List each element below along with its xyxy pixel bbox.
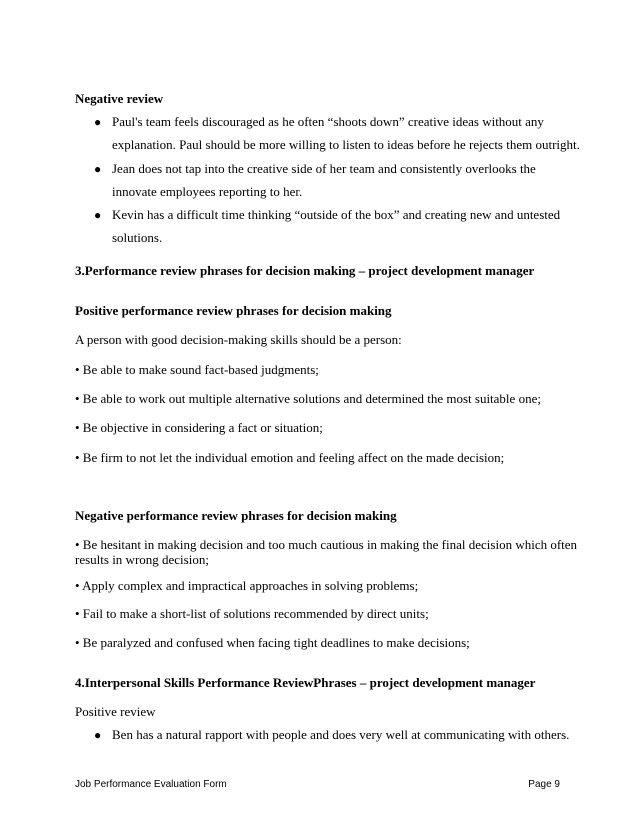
positive-decision-item-1: • Be able to make sound fact-based judgments; <box>75 362 319 377</box>
negative-review-bullet-2-line-2: innovate employees reporting to her. <box>112 184 303 199</box>
bullet-dot-icon: ● <box>94 115 102 129</box>
negative-review-bullet-1-line-2: explanation. Paul should be more willing to listen to ideas before he rejects them outright. <box>112 137 580 152</box>
bullet-dot-icon: ● <box>94 208 102 222</box>
interpersonal-bullet-1: Ben has a natural rapport with people and does very well at communicating with others. <box>112 727 570 742</box>
positive-review-label: Positive review <box>75 704 156 719</box>
negative-decision-item-4: • Be paralyzed and confused when facing tight deadlines to make decisions; <box>75 635 470 650</box>
positive-decision-intro: A person with good decision-making skills should be a person: <box>75 332 402 347</box>
negative-decision-item-3: • Fail to make a short-list of solutions recommended by direct units; <box>75 606 429 621</box>
negative-review-bullet-2-line-1: Jean does not tap into the creative side of her team and consistently overlooks the <box>112 161 536 176</box>
negative-decision-item-1-line-1: • Be hesitant in making decision and too much cautious in making the final decision which often <box>75 537 578 552</box>
positive-decision-heading: Positive performance review phrases for decision making <box>75 303 392 318</box>
negative-decision-item-1-line-2: results in wrong decision; <box>75 552 209 567</box>
bullet-dot-icon: ● <box>94 162 102 176</box>
negative-decision-item-2: • Apply complex and impractical approaches in solving problems; <box>75 578 419 593</box>
positive-decision-item-3: • Be objective in considering a fact or situation; <box>75 420 323 435</box>
negative-review-bullet-3-line-1: Kevin has a difficult time thinking “outside of the box” and creating new and untested <box>112 207 561 222</box>
negative-decision-heading: Negative performance review phrases for decision making <box>75 508 397 523</box>
negative-review-bullet-1-line-1: Paul's team feels discouraged as he often “shoots down” creative ideas without any <box>112 114 544 129</box>
bullet-dot-icon: ● <box>94 728 102 742</box>
footer-page-number: Page 9 <box>528 779 560 790</box>
positive-decision-item-2: • Be able to work out multiple alternative solutions and determined the most suitable one; <box>75 391 541 406</box>
footer-form-title: Job Performance Evaluation Form <box>75 779 227 790</box>
section-4-heading: 4.Interpersonal Skills Performance ReviewPhrases – project development manager <box>75 675 536 690</box>
negative-review-heading: Negative review <box>75 91 164 106</box>
negative-review-bullet-3-line-2: solutions. <box>112 230 163 245</box>
section-3-heading: 3.Performance review phrases for decision making – project development manager <box>75 263 535 278</box>
positive-decision-item-4: • Be firm to not let the individual emotion and feeling affect on the made decision; <box>75 450 505 465</box>
